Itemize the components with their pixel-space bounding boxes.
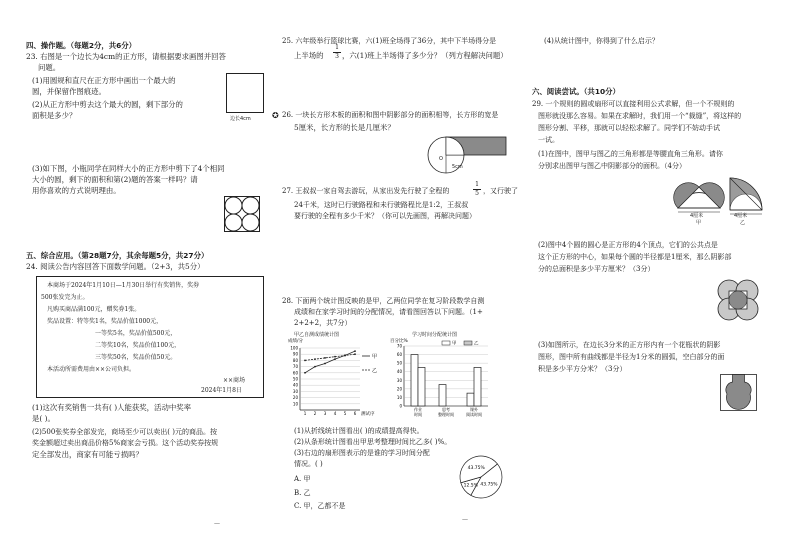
line-chart-point (354, 353, 356, 355)
q29-line: 一试。 (538, 136, 559, 144)
line-chart-xtick: 3 (323, 411, 327, 416)
q29-line: 29. 一个规则的圆或扇形可以直接利用公式求解，但一个不规则的 (532, 100, 735, 108)
q27-line: ，又行驶了 (483, 187, 518, 195)
line-chart-legend-label: 甲 (372, 354, 378, 360)
q24-part: 奖金额超过卖出商品价格5%商家会亏损。这个活动奖券按规 (32, 439, 219, 447)
line-chart-ytick: 70 (292, 364, 298, 370)
q29-line: 图形就没那么容易。如果在求解时，我们用一个“裁缝”，将这样的 (538, 112, 742, 120)
q23-line: 面积是多少？ (32, 111, 77, 120)
bar-chart (390, 338, 502, 424)
q28-part: (3)右边的扇形图表示的是谁的学习时间分配 (294, 449, 430, 457)
figure-jia (676, 176, 722, 216)
bar-chart-xtick: 时间 (414, 412, 422, 417)
q23-line: (1)用圆规和直尺在正方形中画出一个最大的 (32, 76, 176, 85)
q26-center-label: O (439, 156, 443, 162)
pie-slice-label: 43.75% (480, 482, 498, 488)
bar-chart-xtick: 课外 (470, 407, 478, 412)
q23-line: 用你喜欢的方式说明理由。 (32, 186, 121, 195)
notice-line: 奖品设置：特等奖1名，奖品价值1000元， (47, 318, 163, 325)
q25-line: ，六(1)班上半场得了多少分？（列方程解决问题） (342, 51, 508, 60)
line-chart-yunit: 成绩/分 (288, 339, 304, 344)
pie-slice-label: 43.75% (467, 466, 485, 472)
notice-line: 本商场于2024年1月10日—1月30日举行有奖销售，奖券 (47, 282, 200, 289)
section4-title: 四、操作题。（每题2分，共6分） (26, 41, 137, 50)
q29-line: 积是多少平方分米？（3分） (538, 365, 627, 373)
fig-jia-dim: 4厘米 (690, 213, 704, 219)
notice-line: 三等奖50名，奖品价值50元。 (95, 354, 177, 361)
q26-line: 26. 一块长方形木板的面积和图中阴影部分的面积相等，长方形的宽是 (282, 111, 499, 119)
line-chart-xtick: 5 (343, 411, 347, 416)
line-chart-point (324, 357, 326, 359)
bar-chart-title: 学习时间分配统计图 (412, 332, 458, 338)
four-overlap-circles-figure (714, 276, 762, 324)
square-4cm-figure (226, 73, 264, 113)
q27-line: 27. 王叔叔一家自驾去游玩，从家出发先行驶了全程的 (282, 187, 450, 195)
q23-line: 问题。 (38, 63, 61, 72)
bar-chart-bar-甲 (411, 355, 418, 406)
bar-chart-bar-乙 (474, 367, 481, 406)
line-chart-xtick: 6 (353, 411, 357, 416)
q28-line: 成绩和在家学习时间的分配情况，请看图回答以下问题。（1+ (294, 308, 483, 316)
bar-chart-legend-label: 甲 (452, 341, 457, 347)
q29-line: 图形分割、平移，那就可以轻松求解了。同学们不妨动手试 (538, 124, 720, 132)
bar-chart-ytick: 20 (396, 386, 402, 392)
bar-chart-bar-甲 (467, 393, 474, 406)
line-chart-ytick: 20 (292, 395, 298, 401)
q29-line: (1)在图中，图甲与图乙的三角形都是等腰直角三角形。请你 (538, 150, 723, 158)
q29-line: 分的总面积是多少平方厘米？（3分） (538, 265, 655, 273)
notice-line: 本活动所需费用由××公司负担。 (47, 366, 136, 373)
column-right (530, 0, 794, 546)
figure-yi (728, 176, 772, 216)
q23-line: 大小的圆，剩下的面积和第(2)题的答案一样吗？请 (32, 175, 198, 184)
line-chart-ytick: 30 (292, 388, 298, 394)
line-chart-ytick: 50 (292, 376, 298, 382)
q24-part: (1)这次有奖销售一共有( )人能获奖，活动中奖率 (32, 403, 192, 412)
page-mark: — (462, 516, 468, 523)
bar-chart-legend-swatch (464, 341, 472, 345)
line-chart-ytick: 40 (292, 382, 298, 388)
q28-option-a: A. 甲 (294, 475, 311, 483)
line-chart-point (304, 372, 306, 374)
q24-part: 定全部发出，商家有可能亏损吗？ (32, 450, 143, 459)
bar-chart-ytick: 40 (396, 369, 402, 375)
column-middle (272, 0, 530, 546)
bar-chart-ytick: 50 (396, 360, 402, 366)
q28-option-b: B. 乙 (294, 489, 311, 497)
q29-line: 这个正方形的中心，如果每个圆的半径都是1厘米，那么阴影部 (538, 253, 732, 261)
q27-line: 24千米，这时已行驶路程和未行驶路程比是1:2，王叔叔 (294, 201, 469, 209)
q24-intro: 24. 阅读公告内容回答下面数学问题。（2+3，共5分） (26, 262, 205, 271)
line-chart-ytick: 80 (292, 357, 298, 363)
q23-line: (3)如下图，小瓶同学在同样大小的正方形中剪下了4个相同 (32, 164, 225, 173)
fig-yi-name: 乙 (740, 220, 746, 226)
notice-line: 凡购买商品满100元，赠奖券1张。 (47, 306, 141, 313)
bar-chart-ytick: 60 (396, 352, 402, 358)
line-chart-point (314, 358, 316, 360)
q25-frac-den: 3 (335, 53, 339, 60)
q23-line: 圆，并保留作图痕迹。 (32, 87, 106, 96)
bar-chart-legend-swatch (442, 341, 450, 345)
q24-part: 是( )。 (32, 414, 55, 423)
q26-dim-label: 5cm (452, 164, 463, 170)
bar-chart-yunit: 百分比% (390, 339, 408, 344)
q27-line: 要行驶的全程有多少千米？（你可以先画图，再解决问题） (294, 212, 476, 220)
q28-part: 情况。( ) (294, 460, 323, 468)
q28-option-c: C. 甲，乙都不是 (294, 502, 346, 510)
section6-title: 六、阅读尝试。（共10分） (532, 87, 620, 96)
pie-slice-label: 12.5% (463, 483, 478, 489)
notice-line: 500张发完为止。 (41, 294, 89, 301)
notice-date: 2024年1月8日 (201, 387, 242, 394)
bar-chart-xtick: 思考 (442, 407, 450, 412)
line-chart-legend-label: 乙 (372, 368, 378, 374)
q28-part-4: (4)从统计图中，你得到了什么启示？ (544, 37, 659, 45)
line-chart-point (344, 355, 346, 357)
q28-part: (1)从折线统计图看出( )的成绩提高得快。 (294, 427, 424, 435)
pie-chart (458, 454, 504, 500)
q25-frac-num: 1 (335, 44, 339, 51)
q23-line: 23. 右图是一个边长为4cm的正方形，请根据要求画图并回答 (26, 52, 226, 61)
bar-chart-ytick: 0 (399, 403, 402, 409)
line-chart-point (334, 356, 336, 358)
q25-line: 25. 六年级举行篮球比赛，六(1)班全场得了36分，其中下半场得分是 (282, 37, 497, 45)
vase-figure (720, 374, 758, 412)
line-chart-point (304, 360, 306, 362)
line-chart-ytick: 100 (290, 345, 298, 351)
bar-chart-ytick: 70 (396, 343, 402, 349)
four-circles-figure (224, 196, 260, 232)
column-left (0, 0, 272, 546)
notice-sign: ××商场 (223, 377, 246, 384)
notice-box (36, 276, 264, 398)
bar-chart-bar-乙 (418, 367, 425, 406)
q28-part: (2)从条形统计图看出甲思考整理时间比乙多( )%。 (294, 438, 452, 446)
line-chart-point (324, 363, 326, 365)
q28-line: 2+2+2，共7分） (294, 319, 352, 327)
q29-line: 分别求出图甲与图乙中阴影部分的面积。（4分） (538, 162, 686, 170)
q29-line: (2)图中4个圆的圆心是正方形的4个顶点，它们的公共点是 (538, 241, 718, 249)
line-chart-point (314, 366, 316, 368)
line-chart-xtick: 1 (303, 411, 307, 416)
q23-line: (2)从正方形中剪去这个最大的圆，剩下部分的 (32, 100, 183, 109)
line-chart-title: 甲乙自测成绩统计图 (294, 332, 340, 338)
section5-title: 五、综合应用。（第28题7分，其余每题5分，共27分） (26, 251, 209, 260)
q29-line: (3)如图所示，在边长3分米的正方形内有一个花瓶状的阴影 (538, 341, 721, 349)
fig-yi-dim: 4厘米 (734, 213, 748, 219)
q27-frac-num: 1 (475, 181, 479, 188)
line-chart-xtick: 4 (333, 411, 337, 416)
fig-jia-name: 甲 (696, 220, 702, 226)
bar-chart-xtick: 整理时间 (438, 412, 454, 417)
q26-line: 5厘米，长方形的长是几厘米？ (294, 123, 395, 132)
line-chart (286, 338, 386, 420)
line-chart-series-乙 (305, 354, 355, 360)
line-chart-ytick: 60 (292, 370, 298, 376)
star-icon: ✪ (272, 111, 279, 120)
line-chart-ytick: 10 (292, 401, 298, 407)
bar-chart-ytick: 30 (396, 377, 402, 383)
notice-line: 一等奖5名，奖品价值500元， (95, 330, 177, 337)
q24-part: (2)500张奖券全部发完，商场至少可以卖出( )元的商品。按 (32, 428, 217, 436)
notice-line: 二等奖10名，奖品价值100元， (95, 342, 181, 349)
line-chart-point (334, 358, 336, 360)
bar-chart-xtick: 作业 (414, 407, 422, 412)
bar-chart-legend-label: 乙 (474, 341, 479, 347)
line-chart-xtick: 2 (313, 411, 317, 416)
line-chart-point (354, 350, 356, 352)
q25-line: 上半场的 (294, 51, 324, 60)
bar-chart-bar-甲 (439, 385, 446, 406)
q27-frac-den: 5 (475, 190, 479, 197)
line-chart-xunit: 测试序 (361, 412, 375, 417)
bar-chart-ytick: 10 (396, 394, 402, 400)
q28-line: 28. 下面两个统计图反映的是甲，乙两位同学在复习阶段数学自测 (282, 297, 485, 305)
square-label: 边长4cm (230, 116, 251, 122)
bar-chart-xtick: 阅读时间 (466, 412, 482, 417)
q29-line: 图形，图中所有曲线都是半径为1分米的圆弧，空白部分的面 (538, 353, 725, 361)
line-chart-series-甲 (305, 351, 355, 373)
line-chart-ytick: 90 (292, 351, 298, 357)
page-mark: — (214, 520, 220, 527)
